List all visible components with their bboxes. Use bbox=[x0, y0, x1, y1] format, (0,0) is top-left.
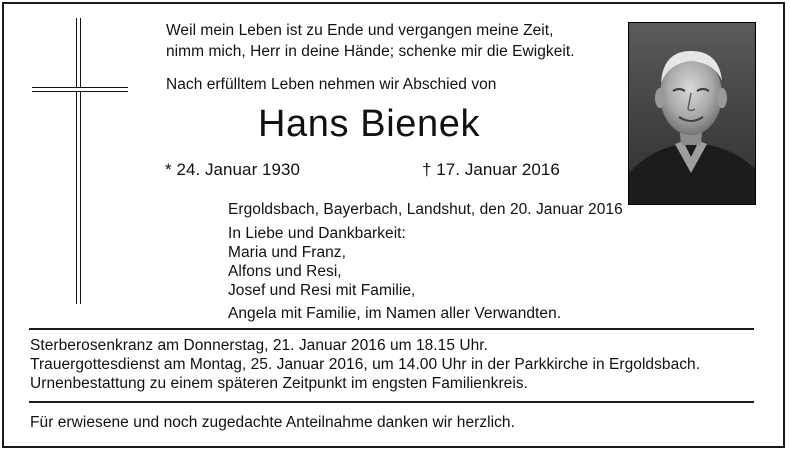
thanks-text: Für erwiesene und noch zugedachte Anteilnahme danken wir herzlich. bbox=[30, 414, 515, 431]
portrait-photo bbox=[628, 22, 756, 205]
divider-bottom bbox=[29, 401, 754, 403]
verse-line-2: nimm mich, Herr in deine Hände; schenke mir die Ewigkeit. bbox=[166, 43, 575, 60]
mourner-line: Josef und Resi mit Familie, bbox=[228, 282, 416, 299]
service-mass: Trauergottesdienst am Montag, 25. Januar 2016, um 14.00 Uhr in der Parkkirche in Ergoldsbach. bbox=[30, 356, 701, 373]
cross-horizontal-bar bbox=[32, 87, 128, 92]
mourners-heading: In Liebe und Dankbarkeit: bbox=[228, 225, 406, 242]
service-details bbox=[30, 336, 700, 393]
verse-line-1: Weil mein Leben ist zu Ende und vergangen meine Zeit, bbox=[166, 22, 554, 39]
mourner-line: Maria und Franz, bbox=[228, 244, 346, 261]
mourners-list bbox=[228, 224, 561, 323]
portrait-image bbox=[629, 23, 755, 204]
death-date: † 17. Januar 2016 bbox=[422, 160, 560, 179]
service-rosary: Sterberosenkranz am Donnerstag, 21. Januar 2016 um 18.15 Uhr. bbox=[30, 337, 488, 354]
mourner-line: Angela mit Familie, im Namen aller Verwandten. bbox=[228, 305, 562, 322]
birth-date: * 24. Januar 1930 bbox=[165, 160, 301, 179]
intro-text: Nach erfülltem Leben nehmen wir Abschied von bbox=[166, 76, 497, 93]
place-and-date: Ergoldsbach, Bayerbach, Landshut, den 20. Januar 2016 bbox=[228, 201, 623, 218]
mourner-line: Alfons und Resi, bbox=[228, 263, 342, 280]
verse bbox=[166, 20, 575, 62]
cross-vertical-bar bbox=[76, 18, 81, 304]
service-burial: Urnenbestattung zu einem späteren Zeitpunkt im engsten Familienkreis. bbox=[30, 375, 528, 392]
deceased-name: Hans Bienek bbox=[258, 103, 481, 145]
divider-top bbox=[29, 328, 754, 330]
